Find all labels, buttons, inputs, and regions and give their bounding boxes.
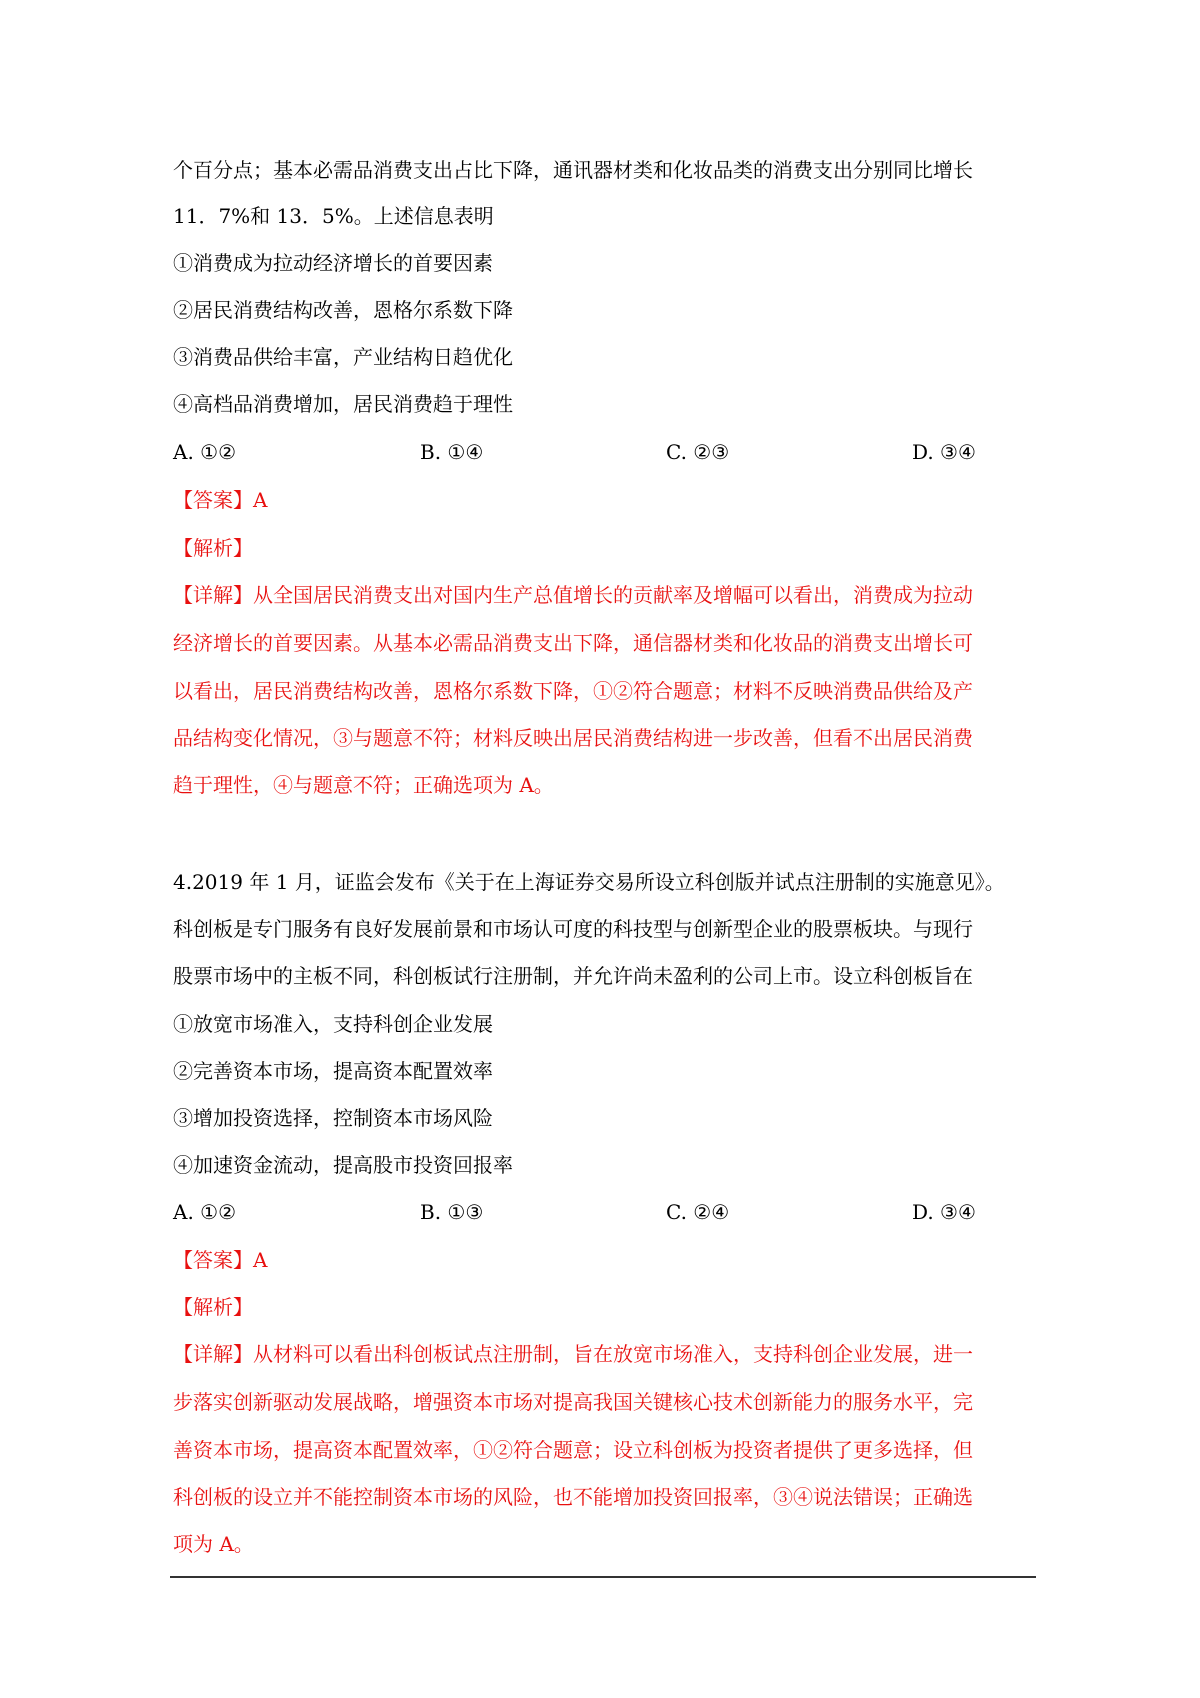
q4-stem-line: 科创板是专门服务有良好发展前景和市场认可度的科技型与创新型企业的股票板块。与现行 [173, 917, 973, 941]
q4-detail-line: 科创板的设立并不能控制资本市场的风险，也不能增加投资回报率，③④说法错误；正确选 [173, 1485, 973, 1509]
q4-stem-line: 股票市场中的主板不同，科创板试行注册制，并允许尚未盈利的公司上市。设立科创板旨在 [173, 964, 973, 988]
q4-option-a: A. ①② [173, 1200, 237, 1224]
q4-stem-line: 4.2019 年 1 月，证监会发布《关于在上海证券交易所设立科创版并试点注册制的实施意见》。 [173, 870, 1005, 894]
q3-option-c: C. ②③ [666, 440, 730, 464]
q3-option-d: D. ③④ [912, 440, 976, 464]
q3-detail-line: 【详解】从全国居民消费支出对国内生产总值增长的贡献率及增幅可以看出，消费成为拉动 [173, 583, 973, 607]
q3-answer: 【答案】A [173, 488, 268, 512]
q3-statement-2: ②居民消费结构改善，恩格尔系数下降 [173, 298, 513, 322]
q3-stem-line: 11．7%和 13．5%。上述信息表明 [173, 204, 494, 228]
q4-detail-line: 善资本市场，提高资本配置效率，①②符合题意；设立科创板为投资者提供了更多选择，但 [173, 1438, 973, 1462]
q4-option-b: B. ①③ [420, 1200, 484, 1224]
q4-statement-2: ②完善资本市场，提高资本配置效率 [173, 1059, 493, 1083]
q3-statement-3: ③消费品供给丰富，产业结构日趋优化 [173, 345, 513, 369]
q4-option-d: D. ③④ [912, 1200, 976, 1224]
q4-statement-3: ③增加投资选择，控制资本市场风险 [173, 1106, 493, 1130]
q3-option-b: B. ①④ [420, 440, 484, 464]
q4-option-c: C. ②④ [666, 1200, 730, 1224]
q3-detail-line: 以看出，居民消费结构改善，恩格尔系数下降，①②符合题意；材料不反映消费品供给及产 [173, 679, 973, 703]
q3-analysis-label: 【解析】 [173, 536, 253, 560]
q4-detail-line: 【详解】从材料可以看出科创板试点注册制，旨在放宽市场准入，支持科创企业发展，进一 [173, 1342, 973, 1366]
q3-stem-line: 个百分点；基本必需品消费支出占比下降，通讯器材类和化妆品类的消费支出分别同比增长 [173, 158, 973, 182]
page-bottom-rule [170, 1576, 1036, 1578]
q4-analysis-label: 【解析】 [173, 1295, 253, 1319]
q3-detail-line: 经济增长的首要因素。从基本必需品消费支出下降，通信器材类和化妆品的消费支出增长可 [173, 631, 973, 655]
q3-statement-1: ①消费成为拉动经济增长的首要因素 [173, 251, 493, 275]
q4-detail-line: 步落实创新驱动发展战略，增强资本市场对提高我国关键核心技术创新能力的服务水平，完 [173, 1390, 973, 1414]
q4-answer: 【答案】A [173, 1248, 268, 1272]
q3-detail-line: 品结构变化情况，③与题意不符；材料反映出居民消费结构进一步改善，但看不出居民消费 [173, 726, 973, 750]
q3-option-a: A. ①② [173, 440, 237, 464]
q3-statement-4: ④高档品消费增加，居民消费趋于理性 [173, 392, 513, 416]
q4-statement-1: ①放宽市场准入，支持科创企业发展 [173, 1012, 493, 1036]
q4-statement-4: ④加速资金流动，提高股市投资回报率 [173, 1153, 513, 1177]
q3-detail-line: 趋于理性，④与题意不符；正确选项为 A。 [173, 773, 554, 797]
q4-detail-line: 项为 A。 [173, 1532, 254, 1556]
